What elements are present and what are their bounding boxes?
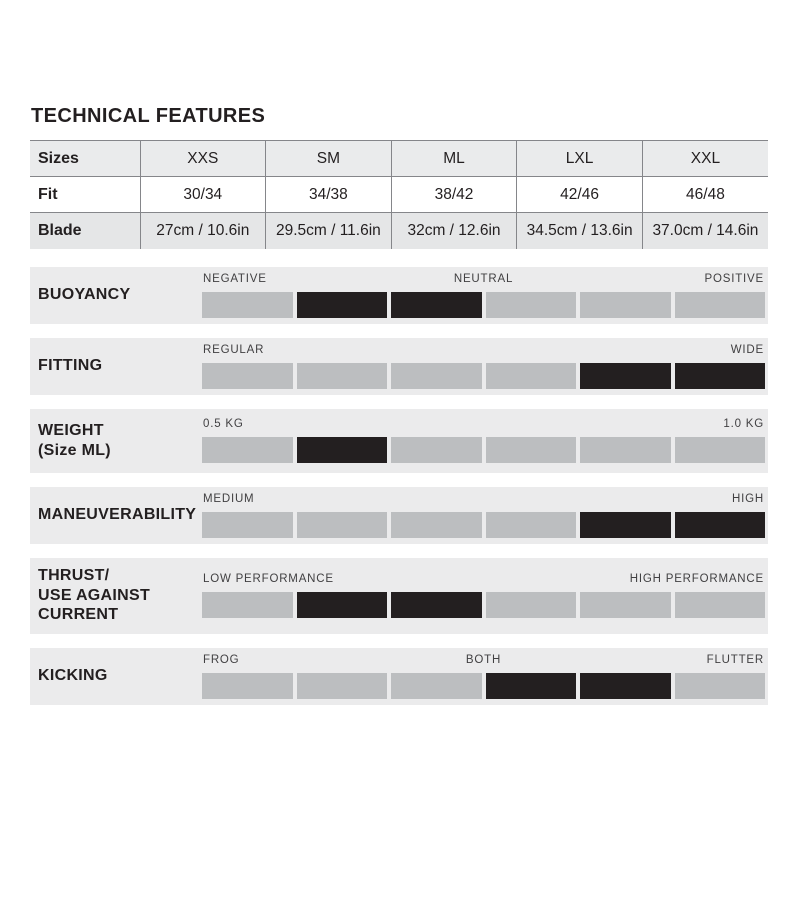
segment-empty: [297, 673, 388, 699]
size-table: [30, 140, 768, 249]
segment-empty: [202, 292, 293, 318]
segment-empty: [675, 292, 766, 318]
table-cell: 30/34: [140, 177, 266, 213]
scale-label-right: POSITIVE: [704, 272, 764, 285]
segment-filled: [675, 512, 766, 538]
feature-scale: [202, 267, 768, 324]
scale-label-left: 0.5 KG: [203, 418, 244, 430]
segment-bar: [202, 592, 765, 618]
table-cell: XXL: [642, 141, 768, 177]
table-cell: 37.0cm / 14.6in: [642, 213, 768, 249]
feature-label-line: WEIGHT: [38, 421, 104, 439]
scale-label-right: HIGH PERFORMANCE: [629, 573, 764, 585]
segment-empty: [486, 363, 577, 389]
row-label: Fit: [30, 177, 140, 213]
scale-label-left: NEGATIVE: [203, 272, 267, 285]
feature-label-line: THRUST/: [38, 567, 110, 585]
table-cell: XXS: [140, 141, 266, 177]
feature-label: [30, 409, 202, 473]
table-cell: 29.5cm / 11.6in: [266, 213, 392, 249]
feature-panel-buoyancy: [30, 267, 768, 324]
feature-panel-kicking: [30, 648, 768, 705]
feature-label: [30, 338, 202, 395]
feature-label-line: (Size ML): [38, 441, 111, 459]
row-label: Sizes: [30, 141, 140, 177]
table-cell: 34.5cm / 13.6in: [517, 213, 643, 249]
feature-scale: [202, 487, 768, 544]
scale-label-right: HIGH: [732, 492, 764, 505]
segment-bar: [202, 437, 765, 463]
table-row: [30, 141, 768, 177]
table-row: [30, 213, 768, 249]
page-title: TECHNICAL FEATURES: [31, 105, 266, 127]
scale-labels: [202, 273, 765, 288]
segment-empty: [675, 592, 766, 618]
segment-empty: [202, 673, 293, 699]
segment-empty: [391, 512, 482, 538]
segment-empty: [580, 592, 671, 618]
segment-empty: [202, 592, 293, 618]
segment-filled: [486, 673, 577, 699]
table-cell: 27cm / 10.6in: [140, 213, 266, 249]
scale-label-left: REGULAR: [203, 343, 265, 356]
feature-panel-thrust-use-against-current: [30, 558, 768, 634]
feature-label-line: USE AGAINST: [38, 586, 151, 604]
feature-panels: [0, 267, 800, 705]
table-cell: LXL: [517, 141, 643, 177]
segment-empty: [391, 363, 482, 389]
segment-empty: [580, 437, 671, 463]
scale-labels: [202, 654, 765, 669]
table-cell: ML: [391, 141, 517, 177]
segment-filled: [580, 673, 671, 699]
segment-empty: [675, 437, 766, 463]
feature-label-line: FITTING: [38, 357, 103, 375]
segment-filled: [297, 437, 388, 463]
table-cell: 38/42: [391, 177, 517, 213]
scale-label-right: WIDE: [730, 343, 764, 356]
table-cell: 32cm / 12.6in: [391, 213, 517, 249]
scale-label-center: BOTH: [465, 653, 502, 666]
feature-label-line: KICKING: [38, 667, 108, 685]
segment-empty: [391, 437, 482, 463]
segment-empty: [486, 292, 577, 318]
segment-empty: [202, 512, 293, 538]
feature-label: [30, 648, 202, 705]
segment-empty: [486, 437, 577, 463]
segment-empty: [297, 512, 388, 538]
table-cell: 34/38: [266, 177, 392, 213]
segment-bar: [202, 512, 765, 538]
size-table-body: [30, 141, 768, 249]
segment-filled: [675, 363, 766, 389]
scale-label-right: 1.0 KG: [723, 418, 764, 430]
table-row: [30, 177, 768, 213]
feature-label: [30, 487, 202, 544]
segment-empty: [202, 363, 293, 389]
segment-empty: [202, 437, 293, 463]
segment-filled: [297, 292, 388, 318]
feature-label-line: BUOYANCY: [38, 286, 131, 304]
scale-labels: [202, 573, 765, 588]
feature-panel-maneuverability: [30, 487, 768, 544]
scale-label-left: MEDIUM: [203, 492, 255, 505]
segment-filled: [391, 592, 482, 618]
segment-bar: [202, 292, 765, 318]
scale-label-right: FLUTTER: [706, 653, 764, 666]
feature-panel-weight: [30, 409, 768, 473]
table-cell: 46/48: [642, 177, 768, 213]
feature-label: [30, 558, 202, 634]
feature-label: [30, 267, 202, 324]
scale-labels: [202, 344, 765, 359]
feature-label-line: CURRENT: [38, 606, 119, 624]
feature-scale: [202, 338, 768, 395]
scale-label-left: FROG: [203, 653, 240, 666]
feature-scale: [202, 409, 768, 473]
segment-empty: [486, 512, 577, 538]
segment-bar: [202, 673, 765, 699]
segment-bar: [202, 363, 765, 389]
segment-empty: [391, 673, 482, 699]
segment-empty: [580, 292, 671, 318]
scale-labels: [202, 418, 765, 433]
feature-scale: [202, 558, 768, 634]
feature-panel-fitting: [30, 338, 768, 395]
table-cell: SM: [266, 141, 392, 177]
segment-empty: [675, 673, 766, 699]
segment-filled: [297, 592, 388, 618]
segment-empty: [297, 363, 388, 389]
row-label: Blade: [30, 213, 140, 249]
segment-filled: [391, 292, 482, 318]
feature-label-line: MANEUVERABILITY: [38, 506, 197, 524]
scale-label-left: LOW PERFORMANCE: [203, 573, 334, 585]
scale-labels: [202, 493, 765, 508]
feature-scale: [202, 648, 768, 705]
scale-label-center: NEUTRAL: [453, 272, 514, 285]
segment-empty: [486, 592, 577, 618]
segment-filled: [580, 512, 671, 538]
table-cell: 42/46: [517, 177, 643, 213]
segment-filled: [580, 363, 671, 389]
